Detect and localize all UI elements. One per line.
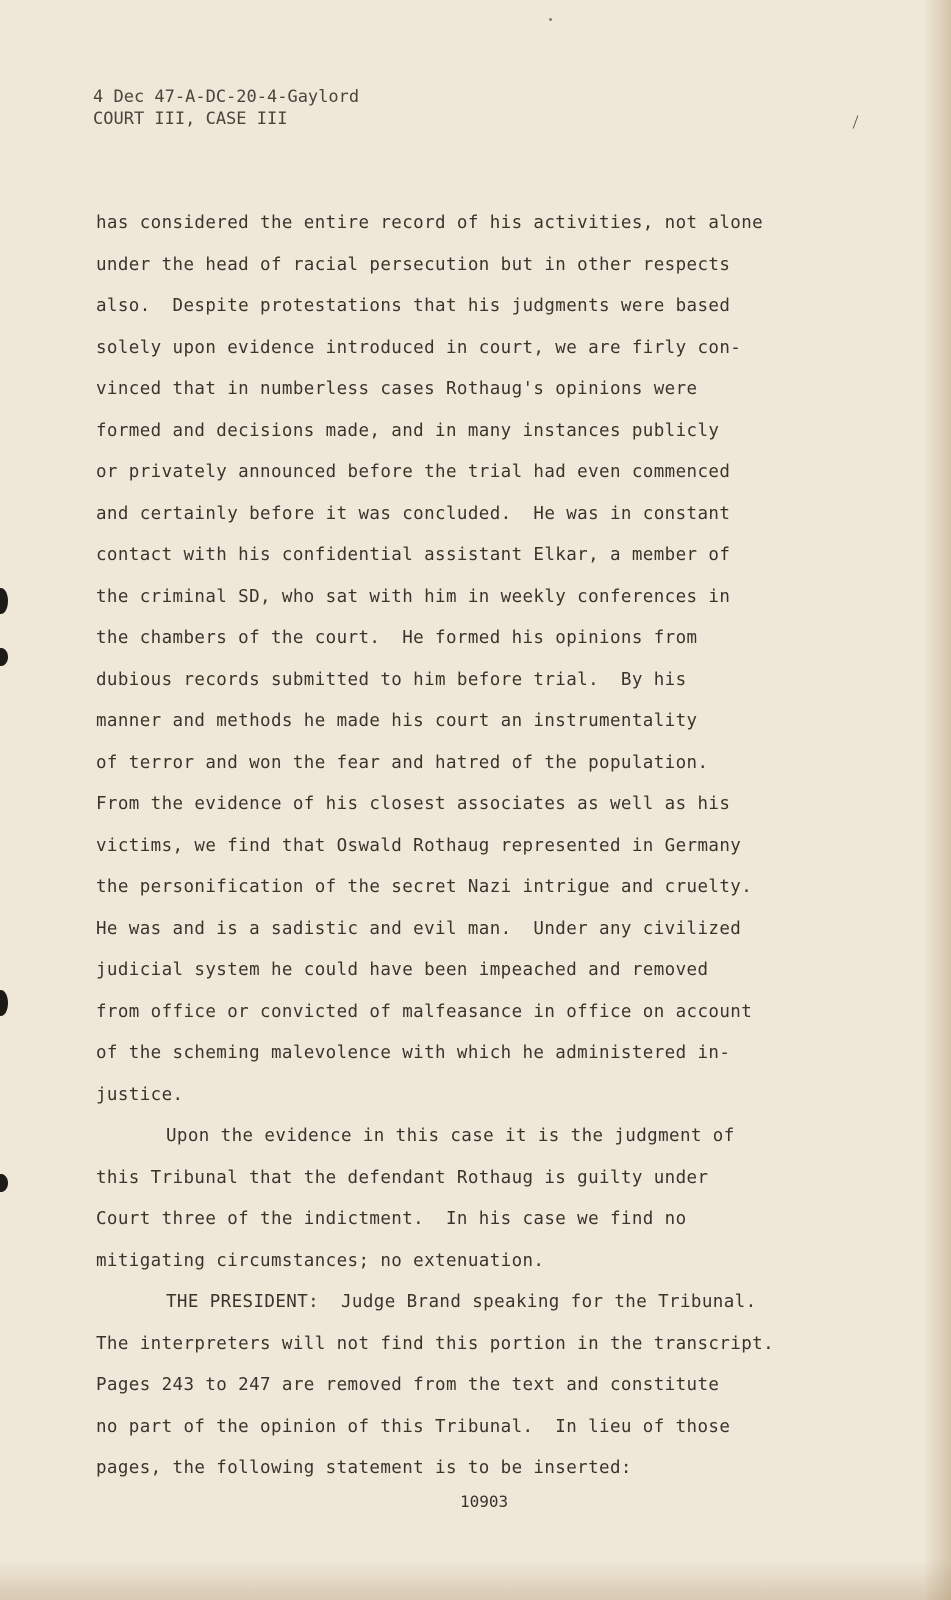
paper-edge-shadow: [923, 0, 951, 1600]
body-line: victims, we find that Oswald Rothaug represented in Germany: [96, 835, 742, 856]
body-line: of terror and won the fear and hatred of the population.: [96, 752, 709, 773]
body-line: of the scheming malevolence with which he administered in-: [96, 1043, 731, 1063]
pencil-mark: [853, 115, 859, 128]
punch-hole-mark: [0, 990, 8, 1016]
document-body: [96, 203, 896, 1490]
paper-bottom-shadow: [0, 1560, 951, 1600]
body-line: formed and decisions made, and in many instances publicly: [96, 420, 720, 441]
body-line: solely upon evidence introduced in court, we are firly con-: [96, 337, 742, 358]
body-line: pages, the following statement is to be inserted:: [96, 1458, 632, 1478]
header-line-date-code: 4 Dec 47-A-DC-20-4-Gaylord: [93, 87, 360, 107]
body-line: this Tribunal that the defendant Rothaug is guilty under: [96, 1167, 709, 1188]
body-line: or privately announced before the trial had even commenced: [96, 462, 731, 482]
paragraph-first-line: Upon the evidence in this case it is the judgment of: [166, 1126, 735, 1146]
body-line: and certainly before it was concluded. He was in constant: [96, 503, 731, 524]
body-line: Pages 243 to 247 are removed from the text and constitute: [96, 1375, 720, 1395]
body-line: has considered the entire record of his activities, not alone: [96, 213, 764, 233]
body-line: He was and is a sadistic and evil man. Under any civilized: [96, 918, 742, 939]
body-line: vinced that in numberless cases Rothaug's opinions were: [96, 379, 698, 399]
body-line: the chambers of the court. He formed his opinions from: [96, 628, 698, 648]
punch-hole-mark: [0, 1174, 8, 1192]
body-line: contact with his confidential assistant Elkar, a member of: [96, 545, 731, 565]
body-line: the criminal SD, who sat with him in weekly conferences in: [96, 586, 731, 607]
document-header: [93, 86, 359, 130]
body-line: mitigating circumstances; no extenuation.: [96, 1250, 545, 1271]
punch-hole-mark: [0, 588, 8, 614]
body-line: under the head of racial persecution but in other respects: [96, 254, 731, 275]
page-number: 10903: [460, 1492, 509, 1511]
body-line: also. Despite protestations that his judgments were based: [96, 296, 731, 316]
body-line: from office or convicted of malfeasance in office on account: [96, 1001, 753, 1022]
body-line: Court three of the indictment. In his case we find no: [96, 1209, 687, 1229]
body-line: dubious records submitted to him before trial. By his: [96, 669, 687, 690]
paper-speck: [549, 18, 552, 21]
body-line: manner and methods he made his court an instrumentality: [96, 711, 698, 731]
body-line: no part of the opinion of this Tribunal. In lieu of those: [96, 1416, 731, 1437]
body-line: the personification of the secret Nazi intrigue and cruelty.: [96, 877, 753, 897]
punch-hole-mark: [0, 648, 8, 666]
paragraph-first-line: THE PRESIDENT: Judge Brand speaking for the Tribunal.: [166, 1292, 757, 1312]
header-line-court-case: COURT III, CASE III: [93, 109, 288, 129]
body-line: From the evidence of his closest associates as well as his: [96, 794, 731, 814]
body-line: judicial system he could have been impeached and removed: [96, 960, 709, 980]
body-line: justice.: [96, 1084, 184, 1105]
body-line: The interpreters will not find this portion in the transcript.: [96, 1333, 775, 1354]
